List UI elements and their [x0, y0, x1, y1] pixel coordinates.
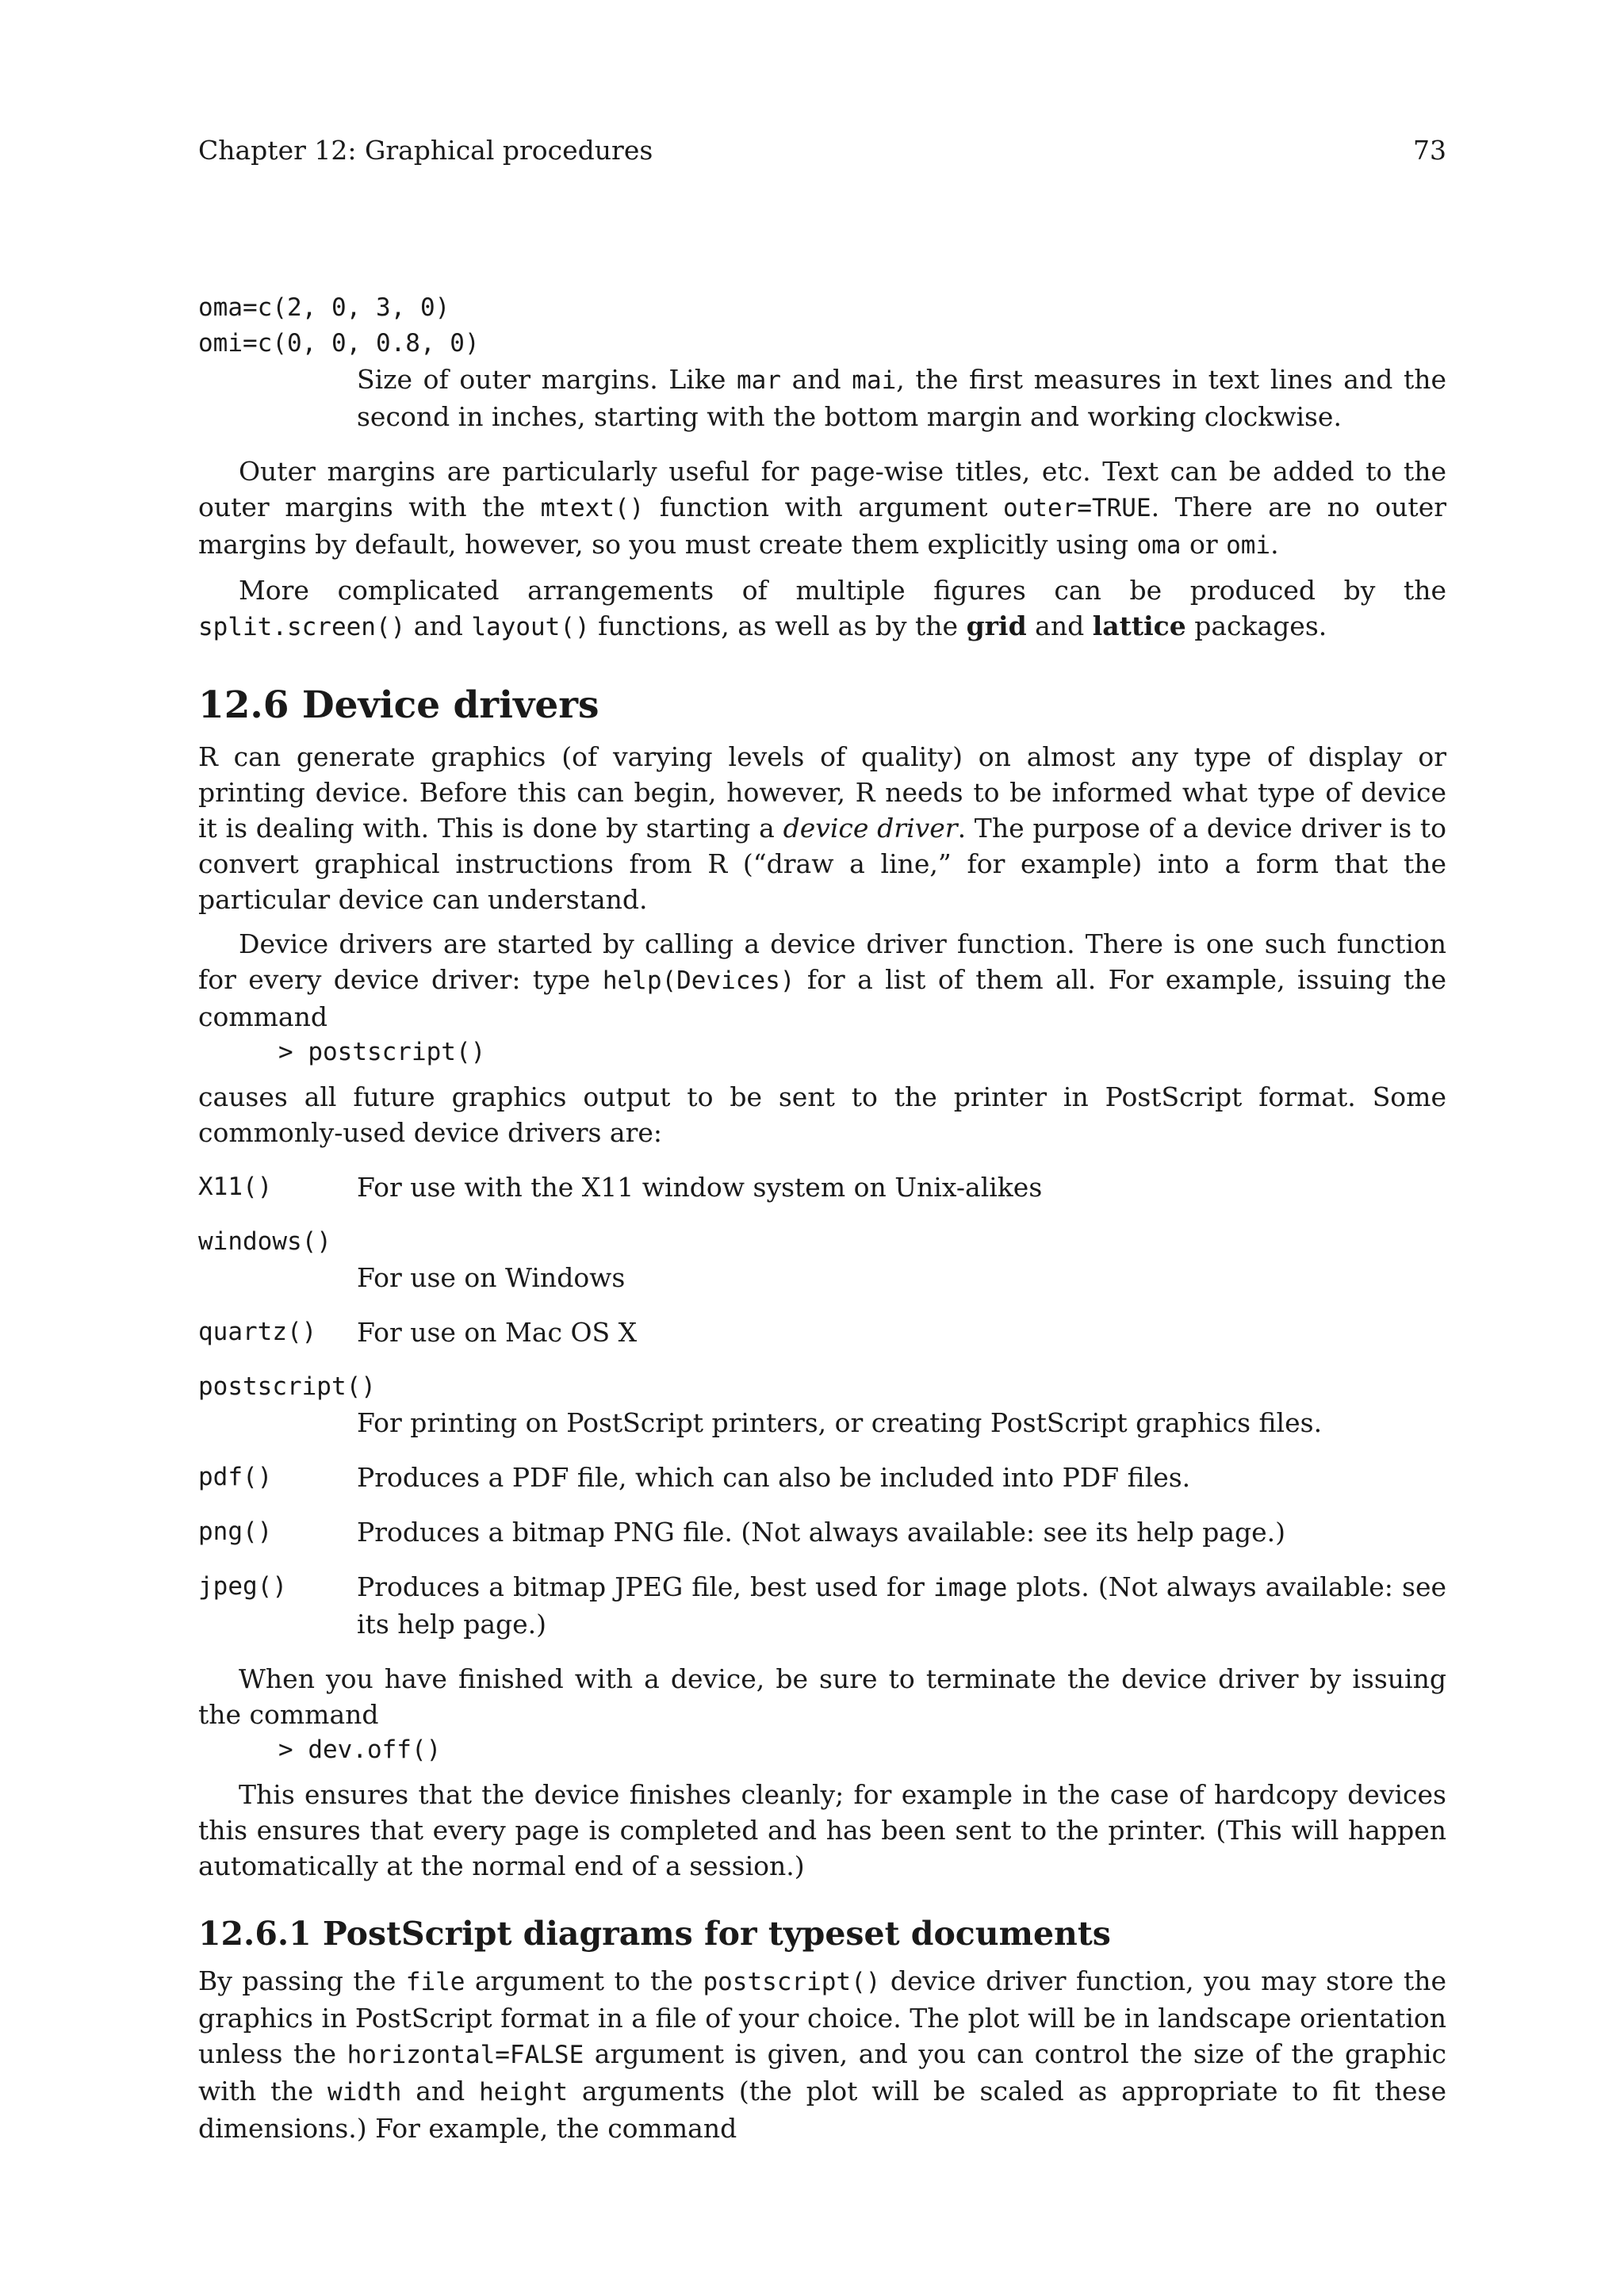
text-run: Size of outer margins. Like [357, 364, 737, 395]
driver-postscript [198, 1369, 1446, 1441]
text-run: function with argument [644, 492, 1003, 522]
driver-term: jpeg() [198, 1572, 287, 1601]
paragraph-outer-margins [198, 453, 1446, 564]
chapter-title: Chapter 12: Graphical procedures [198, 135, 653, 166]
text-run: and [1026, 610, 1093, 641]
code-split-screen: split.screen() [198, 613, 406, 641]
code-image: image [933, 1574, 1008, 1602]
paragraph-ensures: This ensures that the device finishes cleanly; for example in the case of hardcopy devices this ensures that every page is completed and has been sent to the printer. (This will happen automatically at the normal end of a session.) [198, 1779, 1446, 1881]
text-run: for a list of them all. For example, issuing the command [198, 964, 1446, 1032]
page-number: 73 [1413, 135, 1446, 166]
omi-term: omi=c(0, 0, 0.8, 0) [198, 329, 480, 358]
code-layout: layout() [471, 613, 590, 641]
driver-term: postscript() [198, 1372, 376, 1401]
text-run: argument to the [465, 1965, 703, 1996]
paragraph-finished: When you have finished with a device, be sure to terminate the device driver by issuing the command [198, 1663, 1446, 1730]
text-run: . The purpose of a device driver is to convert graphical instructions from R (“draw a line,” for example) into a form that the particular device can understand. [198, 813, 1446, 915]
driver-term: X11() [198, 1173, 273, 1201]
code-height: height [479, 2078, 569, 2107]
text-run: arguments (the plot will be scaled as appropriate to fit these dimensions.) For example, the command [198, 2076, 1446, 2144]
driver-description: For use on Mac OS X [357, 1317, 638, 1348]
code-mtext: mtext() [540, 494, 645, 522]
paragraph-drivers-started [198, 926, 1446, 1035]
driver-quartz [198, 1314, 1446, 1350]
section-heading: 12.6 Device drivers [198, 683, 599, 727]
driver-pdf [198, 1460, 1446, 1495]
driver-description: Produces a bitmap PNG file. (Not always available: see its help page.) [357, 1517, 1286, 1548]
text-run: device driver function, you may store the graphics in PostScript format in a file of your choice. The plot will be in landscape orientation unless the [198, 1965, 1447, 2069]
text-run: . [1270, 529, 1279, 560]
driver-term: quartz() [198, 1318, 317, 1346]
code-example-postscript: > postscript() [278, 1038, 486, 1066]
text-run: plots. (Not always available: see its help page.) [357, 1571, 1446, 1640]
code-horizontal-false: horizontal=FALSE [347, 2041, 584, 2069]
text-run: Device drivers are started by calling a device driver function. There is one such function for every device driver: type [198, 928, 1446, 995]
text-run: packages. [1185, 610, 1327, 641]
text-run: By passing the [198, 1965, 406, 1996]
driver-png [198, 1514, 1446, 1550]
code-example-dev-off: > dev.off() [278, 1735, 442, 1764]
driver-term: windows() [198, 1227, 331, 1256]
driver-description: For use with the X11 window system on Unix-alikes [357, 1172, 1043, 1203]
text-run: and [781, 364, 852, 395]
text-run: , the first measures in text lines and the second in inches, starting with the bottom margin and working clockwise. [357, 364, 1446, 432]
driver-description: Produces a PDF file, which can also be included into PDF files. [357, 1462, 1191, 1493]
driver-description: For printing on PostScript printers, or creating PostScript graphics files. [357, 1407, 1323, 1438]
text-run: . There are no outer margins by default, however, so you must create them explicitly using [198, 492, 1446, 560]
code-help-devices: help(Devices) [602, 966, 795, 995]
text-run: More complicated arrangements of multiple figures can be produced by the [239, 575, 1446, 606]
driver-list [198, 1169, 1446, 1642]
text-run: functions, as well as by the [589, 610, 967, 641]
package-lattice: lattice [1092, 610, 1186, 641]
code-mai: mai [852, 366, 897, 395]
text-run: and [405, 610, 472, 641]
text-run: Outer margins are particularly useful for page-wise titles, etc. Text can be added to the outer margins with the [198, 456, 1446, 522]
driver-windows [198, 1224, 1446, 1295]
oma-description [198, 362, 1446, 434]
subsection-heading: 12.6.1 PostScript diagrams for typeset documents [198, 1915, 1111, 1953]
running-header [198, 133, 1446, 168]
code-file: file [405, 1968, 465, 1996]
text-run: Produces a bitmap JPEG file, best used for [357, 1571, 934, 1602]
code-postscript: postscript() [703, 1968, 881, 1996]
paragraph-r-can-generate [198, 739, 1446, 917]
text-run: R can generate graphics (of varying levels of quality) on almost any type of display or printing device. Before this can begin, however, R needs to be informed what type of device it is dealing with. This is done by starting a [198, 741, 1446, 844]
package-grid: grid [966, 610, 1027, 641]
text-run: or [1181, 529, 1227, 560]
text-run: and [401, 2076, 480, 2107]
code-omi: omi [1226, 531, 1271, 560]
driver-term: pdf() [198, 1463, 273, 1491]
term-device-driver: device driver [783, 813, 958, 844]
paragraph-complicated-arrangements [198, 572, 1446, 645]
driver-term: png() [198, 1517, 273, 1546]
oma-option-entry [198, 290, 1446, 434]
code-oma: oma [1136, 531, 1182, 560]
paragraph-passing-file [198, 1963, 1446, 2146]
text-run: argument is given, and you can control the size of the graphic with the [198, 2038, 1446, 2107]
driver-description: For use on Windows [357, 1262, 626, 1293]
driver-jpeg [198, 1569, 1446, 1642]
paragraph-causes: causes all future graphics output to be sent to the printer in PostScript format. Some commonly-used device drivers are: [198, 1081, 1446, 1148]
code-width: width [327, 2078, 402, 2107]
code-outer-true: outer=TRUE [1002, 494, 1151, 522]
driver-description [357, 1569, 1446, 1642]
page-body [198, 290, 1446, 2146]
oma-term: oma=c(2, 0, 3, 0) [198, 293, 450, 322]
code-mar: mar [737, 366, 781, 395]
driver-x11 [198, 1169, 1446, 1205]
